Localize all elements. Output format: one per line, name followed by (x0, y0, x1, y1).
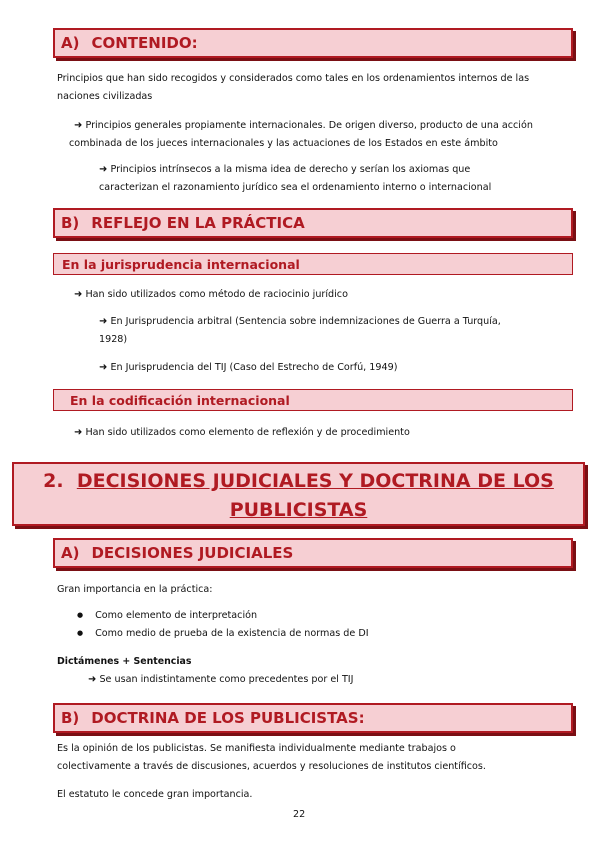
paragraph (57, 740, 486, 776)
arrow-icon: ➜ (99, 316, 108, 327)
bold-label (57, 653, 191, 671)
heading-letter: A) (61, 34, 80, 52)
arrow-icon: ➜ (74, 289, 83, 300)
bullet-list (77, 607, 369, 643)
arrow-icon: ➜ (88, 674, 97, 685)
text-line: Principios que han sido recogidos y considerados como tales en los ordenamientos internos de las (57, 73, 530, 84)
text-line: Han sido utilizados como elemento de reflexión y de procedimiento (85, 427, 410, 438)
page-number (293, 806, 305, 824)
heading-title: DOCTRINA DE LOS PUBLICISTAS: (91, 709, 365, 727)
arrow-item (74, 424, 410, 442)
heading-letter: A) (61, 544, 80, 562)
arrow-item (99, 359, 397, 377)
arrow-icon: ➜ (99, 362, 108, 373)
subheading-jurisprudencia (53, 253, 573, 275)
heading-title: CONTENIDO: (91, 34, 198, 52)
arrow-item (99, 161, 491, 197)
heading-contenido (53, 28, 573, 58)
text-line: Es la opinión de los publicistas. Se manifiesta individualmente mediante trabajos o (57, 743, 456, 754)
text-line: 1928) (99, 334, 128, 345)
arrow-icon: ➜ (74, 120, 83, 131)
heading-letter: B) (61, 709, 80, 727)
text-line: Han sido utilizados como método de raciocinio jurídico (85, 289, 348, 300)
chapter-number: 2. (43, 470, 64, 492)
heading-decisiones (53, 538, 573, 568)
arrow-item (88, 671, 353, 689)
chapter-title-line: DECISIONES JUDICIALES Y DOCTRINA DE LOS (76, 470, 554, 492)
arrow-item (74, 286, 348, 304)
paragraph (57, 786, 252, 804)
heading-doctrina (53, 703, 573, 733)
list-item: ● Como medio de prueba de la existencia de normas de DI (77, 625, 369, 643)
heading-reflejo (53, 208, 573, 238)
list-item: ● Como elemento de interpretación (77, 607, 369, 625)
text-line: Gran importancia en la práctica: (57, 584, 213, 595)
arrow-icon: ➜ (99, 164, 108, 175)
text-line: naciones civilizadas (57, 91, 153, 102)
chapter-heading (12, 462, 585, 526)
text-line: El estatuto le concede gran importancia. (57, 789, 253, 800)
text-line: Dictámenes + Sentencias (57, 656, 192, 667)
subheading-title: En la codificación internacional (70, 393, 290, 408)
paragraph (57, 70, 529, 106)
text-line: En Jurisprudencia del TIJ (Caso del Estrecho de Corfú, 1949) (110, 362, 398, 373)
subheading-title: En la jurisprudencia internacional (62, 257, 300, 272)
text-line: Se usan indistintamente como precedentes por el TIJ (99, 674, 354, 685)
text-line: combinada de los jueces internacionales y las actuaciones de los Estados en este ámbito (69, 138, 498, 149)
heading-title: DECISIONES JUDICIALES (91, 544, 294, 562)
page-number-text: 22 (293, 809, 306, 820)
arrow-item (99, 313, 501, 349)
text-line: colectivamente a través de discusiones, acuerdos y resoluciones de institutos científicos. (57, 761, 486, 772)
arrow-item (69, 117, 533, 153)
paragraph (57, 581, 213, 599)
chapter-title-line: PUBLICISTAS (229, 499, 368, 521)
heading-letter: B) (61, 214, 80, 232)
text-line: En Jurisprudencia arbitral (Sentencia sobre indemnizaciones de Guerra a Turquía, (110, 316, 501, 327)
text-line: Principios generales propiamente internacionales. De origen diverso, producto de una acción (85, 120, 533, 131)
heading-title: REFLEJO EN LA PRÁCTICA (91, 214, 305, 232)
arrow-icon: ➜ (74, 427, 83, 438)
text-line: Principios intrínsecos a la misma idea de derecho y serían los axiomas que (110, 164, 471, 175)
subheading-codificacion (53, 389, 573, 411)
text-line: caracterizan el razonamiento jurídico sea el ordenamiento interno o internacional (99, 182, 492, 193)
